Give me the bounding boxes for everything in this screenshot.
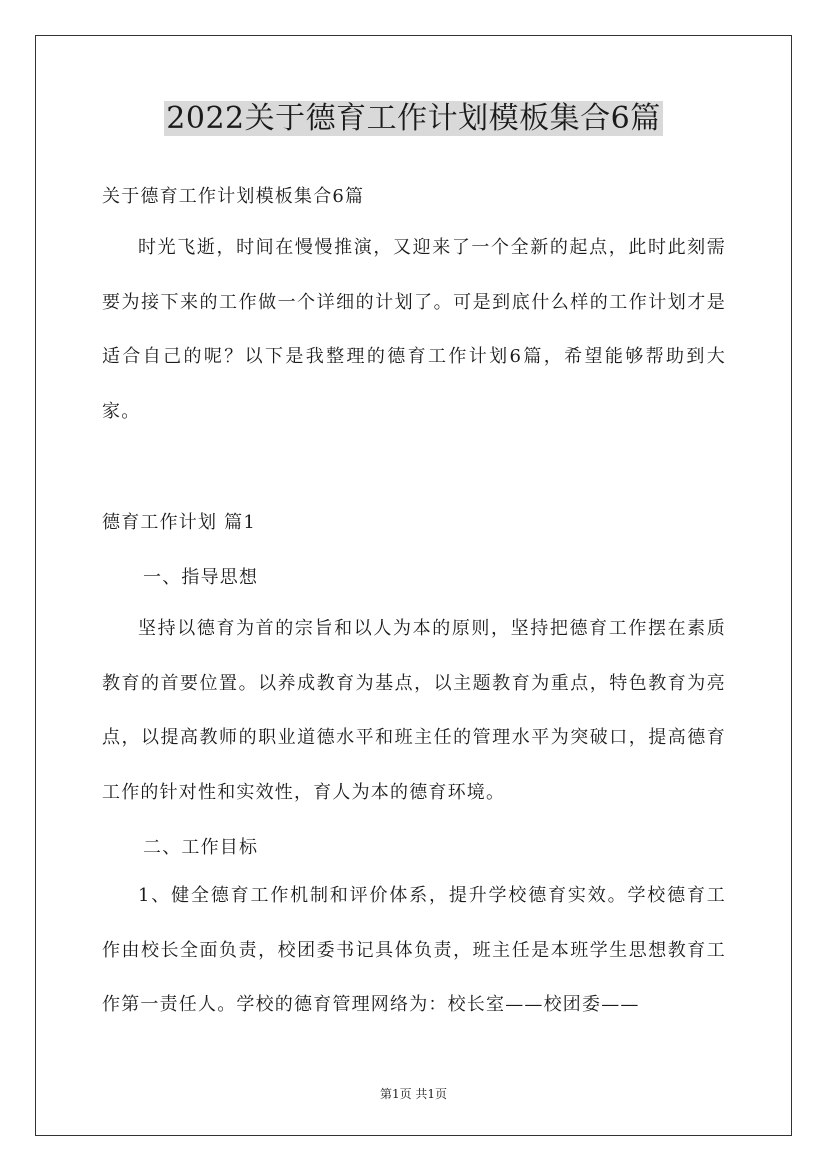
heading-guiding-ideology: 一、指导思想 <box>143 567 259 588</box>
document-subtitle: 关于德育工作计划模板集合6篇 <box>102 186 365 207</box>
document-title <box>0 96 827 142</box>
paragraph-work-goals: 1、健全德育工作机制和评价体系，提升学校德育实效。学校德育工作由校长全面负责，校团委书记具体负责，班主任是本班学生思想教育工作第一责任人。学校的德育管理网络为：校长室——校团委—— <box>102 885 726 1015</box>
document-title-text: 2022关于德育工作计划模板集合6篇 <box>166 101 661 136</box>
heading-work-goals: 二、工作目标 <box>143 837 259 858</box>
paragraph-guiding-ideology: 坚持以德育为首的宗旨和以人为本的原则，坚持把德育工作摆在素质教育的首要位置。以养成教育为基点，以主题教育为重点，特色教育为亮点，以提高教师的职业道德水平和班主任的管理水平为突破口，提高德育工作的针对性和实效性，育人为本的德育环境。 <box>102 618 726 803</box>
intro-paragraph: 时光飞逝，时间在慢慢推演，又迎来了一个全新的起点，此时此刻需要为接下来的工作做一个详细的计划了。可是到底什么样的工作计划才是适合自己的呢？以下是我整理的德育工作计划6篇，希望能够帮助到大家。 <box>102 237 726 422</box>
section-title: 德育工作计划 篇1 <box>102 512 256 533</box>
page-number-footer: 第1页 共1页 <box>379 1087 448 1101</box>
